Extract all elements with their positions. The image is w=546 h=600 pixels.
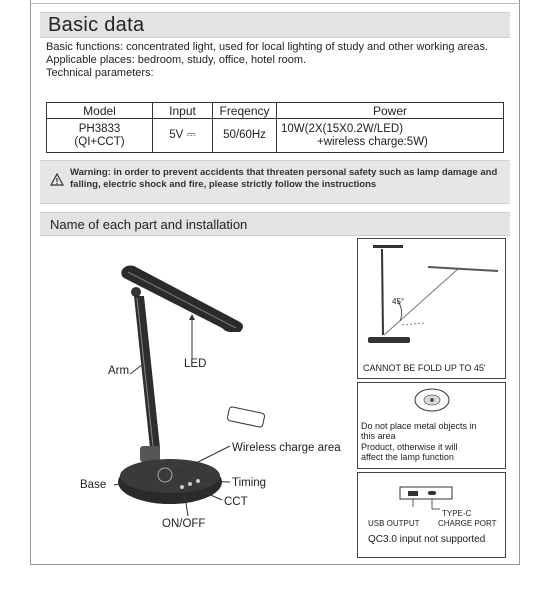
- lamp-illustration: [40, 240, 360, 560]
- ports-note-box: [357, 472, 506, 558]
- metal-line-2: this area: [361, 431, 396, 441]
- label-onoff: ON/OFF: [162, 518, 206, 530]
- phone: [227, 406, 265, 427]
- fold-diagram: [358, 239, 505, 354]
- section-bar: [40, 212, 510, 236]
- label-timing: Timing: [232, 477, 267, 489]
- cell-model: PH3833 (QI+CCT): [47, 119, 153, 153]
- fold-note-box: [357, 238, 506, 379]
- label-base: Base: [80, 479, 107, 491]
- dc-symbol: ⎓: [186, 129, 196, 141]
- warning-triangle-icon: [50, 173, 64, 186]
- table-row: [47, 119, 504, 153]
- header-power: Power: [277, 103, 504, 119]
- metal-line-3: Product, otherwise it will: [361, 442, 458, 452]
- fold-angle-label: 45°: [392, 297, 405, 306]
- label-arm: Arm: [108, 365, 130, 377]
- lamp-arm: [134, 296, 160, 448]
- metal-line-4: affect the lamp function: [361, 452, 454, 462]
- basic-functions: Basic functions: concentrated light, used for local lighting of study and other working areas.: [46, 41, 489, 53]
- warning-banner: [40, 160, 510, 204]
- typec-label-1: TYPE-C: [442, 509, 472, 518]
- cell-power: 10W(2X(15X0.2W/LED) +wireless charge:5W): [277, 119, 504, 153]
- usb-output-label: USB OUTPUT: [368, 519, 420, 528]
- top-hinge: [131, 287, 141, 297]
- technical-parameters: Technical parameters:: [46, 67, 154, 79]
- header-frequency: Freqency: [213, 103, 277, 119]
- header-input: Input: [153, 103, 213, 119]
- charge-pad-icon: [412, 387, 452, 413]
- ports-diagram: [358, 473, 505, 513]
- fold-warning: CANNOT BE FOLD UP TO 45': [363, 363, 486, 373]
- label-wireless: Wireless charge area: [232, 442, 341, 454]
- intro-text: [46, 41, 506, 80]
- qc-note: QC3.0 input not supported: [368, 534, 486, 545]
- metal-note-box: [357, 382, 506, 469]
- label-led: LED: [184, 358, 207, 370]
- header-model: Model: [47, 103, 153, 119]
- cell-frequency: 50/60Hz: [213, 119, 277, 153]
- title-bar: [40, 12, 510, 38]
- cell-input: 5V ⎓: [153, 119, 213, 153]
- warning-text: Warning: in order to prevent accidents that threaten personal safety such as lamp damage and falling, electric shock and fire, please strictly follow the instructions: [70, 167, 498, 190]
- top-rule: [30, 3, 520, 4]
- label-cct: CCT: [224, 496, 248, 508]
- applicable-places: Applicable places: bedroom, study, office, hotel room.: [46, 54, 307, 66]
- page-title: Basic data: [48, 14, 145, 36]
- table-header-row: [47, 103, 504, 119]
- metal-line-1: Do not place metal objects in: [361, 421, 477, 431]
- section-title: Name of each part and installation: [50, 217, 248, 232]
- parameters-table: [46, 102, 504, 153]
- typec-label-2: CHARGE PORT: [438, 519, 497, 528]
